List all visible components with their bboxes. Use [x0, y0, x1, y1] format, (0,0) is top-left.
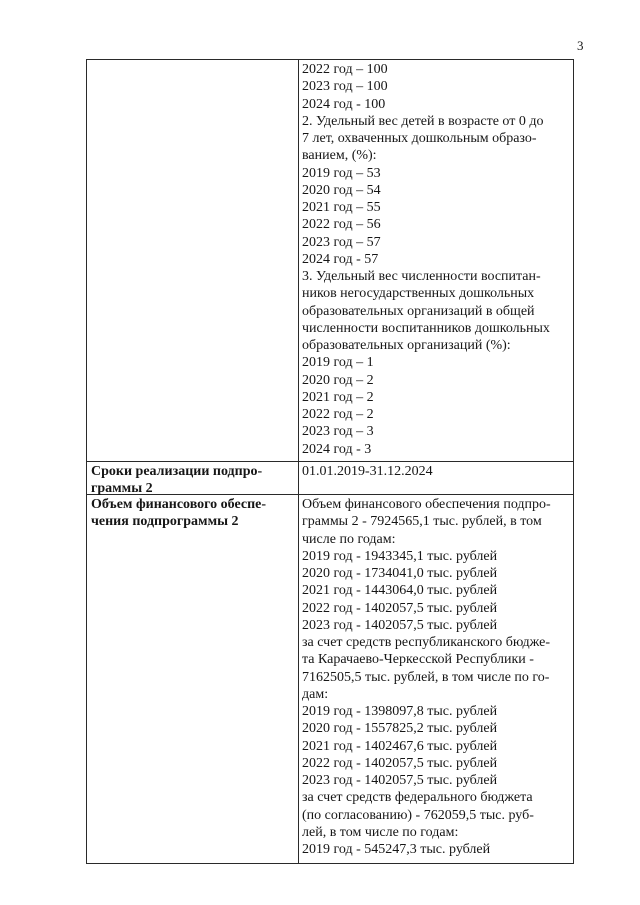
- indicator-line: образовательных организаций (%):: [302, 338, 511, 353]
- passport-table: [86, 59, 574, 864]
- row-indicators-values: [302, 61, 572, 458]
- indicator-line: ванием, (%):: [302, 148, 377, 164]
- indicator-line: 2023 год – 100: [302, 79, 388, 95]
- financing-line: граммы 2 - 7924565,1 тыс. рублей, в том: [302, 514, 542, 530]
- label-line: Объем финансового обеспе-: [91, 497, 267, 512]
- indicator-line: 2024 год - 100: [302, 96, 386, 112]
- financing-line: 2020 год - 1557825,2 тыс. рублей: [302, 721, 498, 737]
- financing-line: 2021 год - 1402467,6 тыс. рублей: [302, 738, 498, 754]
- indicator-line: ников негосударственных дошкольных: [302, 286, 535, 302]
- row-financing-values: [302, 496, 572, 858]
- financing-line: 7162505,5 тыс. рублей, в том числе по го-: [302, 669, 550, 685]
- indicator-line: 2023 год – 3: [302, 424, 374, 440]
- financing-line: 2019 год - 1398097,8 тыс. рублей: [302, 704, 498, 719]
- indicator-line: 2. Удельный вес детей в возрасте от 0 до: [302, 113, 544, 129]
- indicator-line: 2020 год – 54: [302, 182, 381, 198]
- indicator-line: образовательных организаций в общей: [302, 303, 535, 319]
- financing-line: та Карачаево-Черкесской Республики -: [302, 652, 534, 668]
- indicator-line: 2020 год – 2: [302, 372, 374, 388]
- indicator-line: 2024 год - 57: [302, 251, 379, 267]
- indicator-line: численности воспитанников дошкольных: [302, 320, 550, 336]
- indicator-line: 2023 год – 57: [302, 234, 381, 250]
- indicator-line: 3. Удельный вес численности воспитан-: [302, 269, 541, 284]
- financing-line: 2023 год - 1402057,5 тыс. рублей: [302, 773, 498, 788]
- row-period-label: [91, 463, 293, 497]
- indicator-line: 2022 год – 100: [302, 62, 388, 77]
- period-line: 01.01.2019-31.12.2024: [302, 464, 433, 479]
- label-line: чения подпрограммы 2: [91, 514, 239, 529]
- row-period-value: [302, 463, 572, 480]
- financing-line: 2023 год - 1402057,5 тыс. рублей: [302, 617, 498, 633]
- page-number: 3: [577, 38, 584, 53]
- financing-line: (по согласованию) - 762059,5 тыс. руб-: [302, 807, 534, 823]
- financing-line: 2019 год - 1943345,1 тыс. рублей: [302, 548, 498, 564]
- financing-line: 2020 год - 1734041,0 тыс. рублей: [302, 566, 498, 581]
- financing-line: дам:: [302, 686, 329, 702]
- financing-line: за счет средств республиканского бюдже-: [302, 635, 551, 650]
- label-line: граммы 2: [91, 481, 153, 496]
- financing-line: 2019 год - 545247,3 тыс. рублей: [302, 842, 491, 857]
- indicator-line: 2022 год – 56: [302, 217, 381, 233]
- indicator-line: 2019 год – 1: [302, 355, 374, 371]
- financing-line: лей, в том числе по годам:: [302, 824, 459, 840]
- financing-line: 2022 год - 1402057,5 тыс. рублей: [302, 755, 498, 771]
- financing-line: числе по годам:: [302, 531, 396, 547]
- financing-line: 2021 год - 1443064,0 тыс. рублей: [302, 583, 498, 599]
- indicator-line: 2019 год – 53: [302, 165, 381, 181]
- indicator-line: 2021 год – 55: [302, 200, 381, 215]
- row-divider: [87, 461, 573, 462]
- financing-line: 2022 год - 1402057,5 тыс. рублей: [302, 600, 498, 616]
- row-financing-label: [91, 496, 293, 530]
- indicator-line: 2021 год – 2: [302, 389, 374, 405]
- indicator-line: 7 лет, охваченных дошкольным образо-: [302, 131, 537, 146]
- financing-line: Объем финансового обеспечения подпро-: [302, 497, 551, 512]
- label-line: Сроки реализации подпро-: [91, 464, 263, 479]
- indicator-line: 2022 год – 2: [302, 407, 374, 422]
- financing-line: за счет средств федерального бюджета: [302, 790, 533, 806]
- indicator-line: 2024 год - 3: [302, 441, 372, 457]
